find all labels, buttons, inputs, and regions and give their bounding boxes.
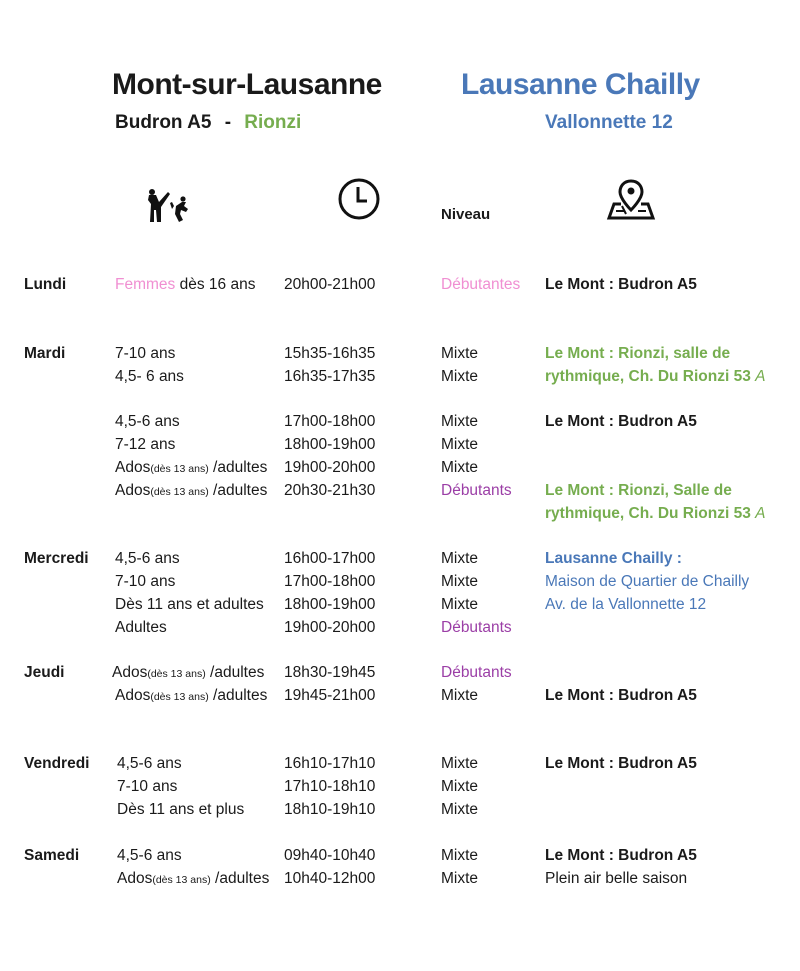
location-cell-line2 (545, 502, 765, 525)
subtitle-rionzi: Rionzi (244, 112, 302, 133)
group-cell (115, 273, 255, 296)
clock-icon (336, 176, 382, 222)
group-rest: /adultes (205, 664, 265, 681)
time-cell: 09h40-10h40 (284, 847, 376, 864)
time-cell: 18h10-19h10 (284, 801, 376, 818)
location-cell: Le Mont : Rionzi, salle de (545, 345, 731, 362)
level-cell: Débutants (441, 619, 512, 636)
time-cell: 16h35-17h35 (284, 368, 376, 385)
group-main: Ados (117, 870, 153, 887)
group-rest: dès 16 ans (175, 276, 256, 293)
group-note: (dès 13 ans) (150, 486, 209, 498)
group-cell: 4,5-6 ans (117, 847, 182, 864)
location-cell: Le Mont : Budron A5 (545, 755, 697, 772)
group-cell (115, 684, 267, 709)
group-cell (112, 661, 264, 686)
level-cell: Mixte (441, 436, 479, 453)
location-cell: Av. de la Vallonnette 12 (545, 596, 707, 613)
subtitle-separator: - (224, 112, 232, 133)
time-cell: 18h00-19h00 (284, 436, 376, 453)
group-rest: /adultes (208, 687, 268, 704)
level-cell: Mixte (441, 847, 479, 864)
title-lausanne-chailly: Lausanne Chailly (461, 68, 700, 101)
level-cell: Mixte (441, 368, 479, 385)
level-cell: Mixte (441, 687, 479, 704)
level-cell: Débutantes (441, 276, 521, 293)
group-cell: 7-10 ans (115, 345, 176, 362)
level-column-header: Niveau (441, 206, 491, 223)
location-cell: Le Mont : Rionzi, Salle de (545, 482, 732, 499)
location-cell: Le Mont : Budron A5 (545, 413, 697, 430)
title-mont-sur-lausanne: Mont-sur-Lausanne (112, 68, 382, 101)
time-cell: 19h00-20h00 (284, 619, 376, 636)
group-note: (dès 13 ans) (152, 874, 211, 886)
level-cell: Mixte (441, 870, 479, 887)
level-cell: Mixte (441, 550, 479, 567)
group-cell: 7-12 ans (115, 436, 176, 453)
group-note: (dès 13 ans) (150, 463, 209, 475)
group-rest: /adultes (208, 459, 268, 476)
level-cell: Mixte (441, 345, 479, 362)
location-cell: Maison de Quartier de Chailly (545, 573, 750, 590)
day-label: Jeudi (24, 664, 65, 681)
location-text: rythmique, Ch. Du Rionzi 53 (545, 505, 756, 522)
level-cell: Débutants (441, 482, 512, 499)
group-highlight: Femmes (115, 276, 176, 293)
group-cell (115, 479, 267, 504)
level-cell: Mixte (441, 755, 479, 772)
level-cell: Débutants (441, 664, 512, 681)
location-suffix: A (755, 368, 766, 385)
location-cell: Le Mont : Budron A5 (545, 847, 697, 864)
time-cell: 20h30-21h30 (284, 482, 376, 499)
time-cell: 20h00-21h00 (284, 276, 376, 293)
group-main: Ados (112, 664, 148, 681)
martial-arts-icon (146, 188, 192, 226)
subtitle-left (115, 112, 301, 134)
location-cell: Lausanne Chailly : (545, 550, 682, 567)
location-cell: Le Mont : Budron A5 (545, 687, 697, 704)
time-cell: 16h10-17h10 (284, 755, 376, 772)
day-label: Samedi (24, 847, 80, 864)
group-cell: 4,5-6 ans (115, 413, 180, 430)
group-main: Ados (115, 459, 151, 476)
location-text: rythmique, Ch. Du Rionzi 53 (545, 368, 756, 385)
group-cell: 4,5- 6 ans (115, 368, 184, 385)
group-note: (dès 13 ans) (147, 668, 206, 680)
time-cell: 15h35-16h35 (284, 345, 376, 362)
level-cell: Mixte (441, 801, 479, 818)
time-cell: 17h00-18h00 (284, 573, 376, 590)
location-cell: Plein air belle saison (545, 870, 688, 887)
group-cell: Adultes (115, 619, 167, 636)
time-cell: 19h45-21h00 (284, 687, 376, 704)
time-cell: 19h00-20h00 (284, 459, 376, 476)
level-cell: Mixte (441, 573, 479, 590)
subtitle-vallonnette: Vallonnette 12 (545, 112, 673, 133)
group-cell: 4,5-6 ans (115, 550, 180, 567)
time-cell: 17h10-18h10 (284, 778, 376, 795)
group-main: Ados (115, 482, 151, 499)
level-cell: Mixte (441, 778, 479, 795)
map-pin-icon (606, 178, 656, 220)
time-cell: 16h00-17h00 (284, 550, 376, 567)
day-label: Mercredi (24, 550, 89, 567)
day-label: Mardi (24, 345, 66, 362)
location-suffix: A (755, 505, 766, 522)
group-cell: 7-10 ans (117, 778, 178, 795)
group-note: (dès 13 ans) (150, 691, 209, 703)
time-cell: 10h40-12h00 (284, 870, 376, 887)
level-cell: Mixte (441, 596, 479, 613)
group-rest: /adultes (208, 482, 268, 499)
day-label: Vendredi (24, 755, 90, 772)
group-cell: 7-10 ans (115, 573, 176, 590)
location-cell: Le Mont : Budron A5 (545, 276, 697, 293)
group-cell: Dès 11 ans et plus (117, 801, 245, 818)
group-cell (117, 867, 269, 892)
subtitle-budron: Budron A5 (115, 112, 212, 133)
day-label: Lundi (24, 276, 67, 293)
location-cell (545, 365, 765, 388)
group-cell (115, 456, 267, 481)
time-cell: 18h30-19h45 (284, 664, 376, 681)
group-main: Ados (115, 687, 151, 704)
group-cell: Dès 11 ans et adultes (115, 596, 264, 613)
group-rest: /adultes (210, 870, 270, 887)
group-cell: 4,5-6 ans (117, 755, 182, 772)
time-cell: 18h00-19h00 (284, 596, 376, 613)
level-cell: Mixte (441, 413, 479, 430)
time-cell: 17h00-18h00 (284, 413, 376, 430)
level-cell: Mixte (441, 459, 479, 476)
